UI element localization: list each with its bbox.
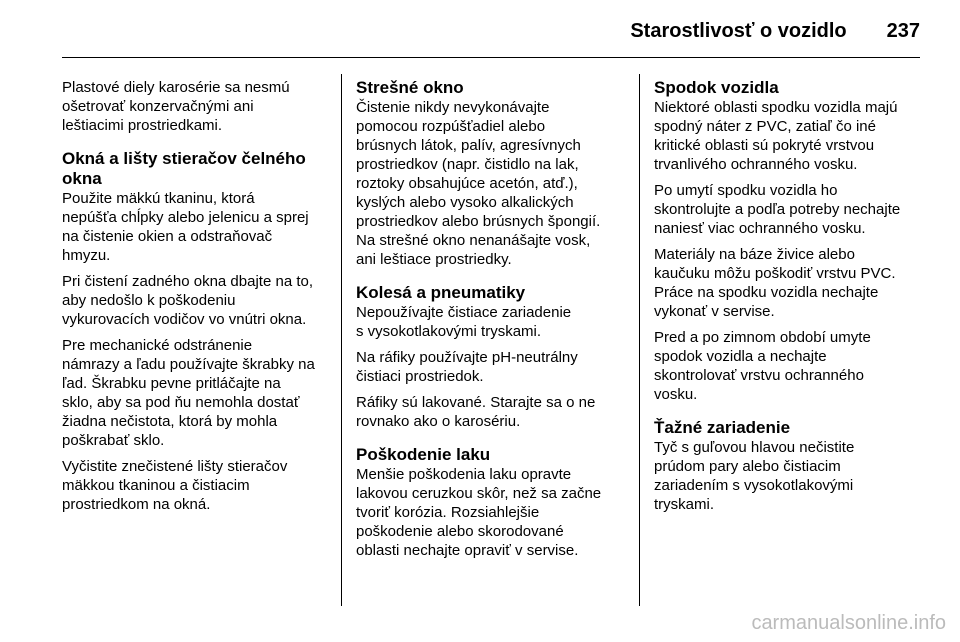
paragraph: Niektoré oblasti spodku vozidla majú spodný náter z PVC, zatiaľ čo iné kritické oblasti sú pokryté vrstvou trvanlivého ochranného vosku. xyxy=(654,99,898,173)
column-2 xyxy=(356,78,628,567)
watermark: carmanualsonline.info xyxy=(751,612,946,634)
section-paint-damage xyxy=(356,445,628,560)
page-number: 237 xyxy=(886,19,920,42)
paragraph: Čistenie nikdy nevykonávajte pomocou rozpúšťadiel alebo brúsnych látok, palív, agresívnych prostriedkov (napr. čistidlo na lak, roztoky obsahujúce acetón, atď.), kyslých alebo vysoko alkalických prostriedkov alebo brúsnych špongií. Na strešné okno nenanášajte vosk, ani leštiace prostriedky. xyxy=(356,99,601,268)
paragraph: Pre mechanické odstránenie námrazy a ľadu používajte škrabky na ľad. Škrabku pevne pritláčajte na sklo, aby sa pod ňu nemohla dostať žiadna nečistota, ktorá by mohla poškrabať sklo. xyxy=(62,337,315,449)
section-underbody xyxy=(654,78,924,404)
paragraph: Pred a po zimnom období umyte spodok vozidla a nechajte skontrolovať vrstvu ochranného vosku. xyxy=(654,329,871,403)
paragraph: Materiály na báze živice alebo kaučuku môžu poškodiť vrstvu PVC. Práce na spodku vozidla nechajte vykonať v servise. xyxy=(654,246,896,320)
section-heading: Poškodenie laku xyxy=(356,445,491,464)
paragraph: Použite mäkkú tkaninu, ktorá nepúšťa chĺpky alebo jelenicu a sprej na čistenie okien a odstraňovač hmyzu. xyxy=(62,190,309,264)
paragraph: Nepoužívajte čistiace zariadenie s vysokotlakovými tryskami. xyxy=(356,304,572,340)
paragraph: Menšie poškodenia laku opravte lakovou ceruzkou skôr, než sa začne tvoriť korózia. Rozsiahlejšie poškodenie alebo skorodované oblasti nechajte opraviť v servise. xyxy=(356,466,602,559)
intro-paragraph: Plastové diely karosérie sa nesmú ošetrovať konzervačnými ani leštiacimi prostriedkami. xyxy=(62,79,290,134)
column-3 xyxy=(654,78,924,521)
section-sunroof xyxy=(356,78,628,269)
page-header xyxy=(62,16,920,46)
column-divider-1 xyxy=(341,74,342,606)
paragraph: Vyčistite znečistené lišty stieračov mäkkou tkaninou a čistiacim prostriedkom na okná. xyxy=(62,458,288,513)
column-1 xyxy=(62,78,328,521)
paragraph: Na ráfiky používajte pH-neutrálny čistiaci prostriedok. xyxy=(356,349,578,385)
paragraph: Pri čistení zadného okna dbajte na to, aby nedošlo k poškodeniu vykurovacích vodičov vo vnútri okna. xyxy=(62,273,314,328)
section-heading: Ťažné zariadenie xyxy=(654,418,791,437)
section-windows-wipers xyxy=(62,149,328,514)
paragraph: Tyč s guľovou hlavou nečistite prúdom pary alebo čistiacim zariadením s vysokotlakovými tryskami. xyxy=(654,439,855,513)
section-heading: Okná a lišty stieračov čelného okna xyxy=(62,149,306,188)
column-divider-2 xyxy=(639,74,640,606)
paragraph: Ráfiky sú lakované. Starajte sa o ne rovnako ako o karosériu. xyxy=(356,394,596,430)
header-rule xyxy=(62,57,920,58)
paragraph: Po umytí spodku vozidla ho skontrolujte a podľa potreby nechajte naniesť viac ochranného vosku. xyxy=(654,182,901,237)
section-heading: Strešné okno xyxy=(356,78,464,97)
section-heading: Kolesá a pneumatiky xyxy=(356,283,526,302)
section-wheels-tyres xyxy=(356,283,628,431)
running-title: Starostlivosť o vozidlo xyxy=(630,19,847,42)
section-towing-equipment xyxy=(654,418,924,514)
section-heading: Spodok vozidla xyxy=(654,78,779,97)
